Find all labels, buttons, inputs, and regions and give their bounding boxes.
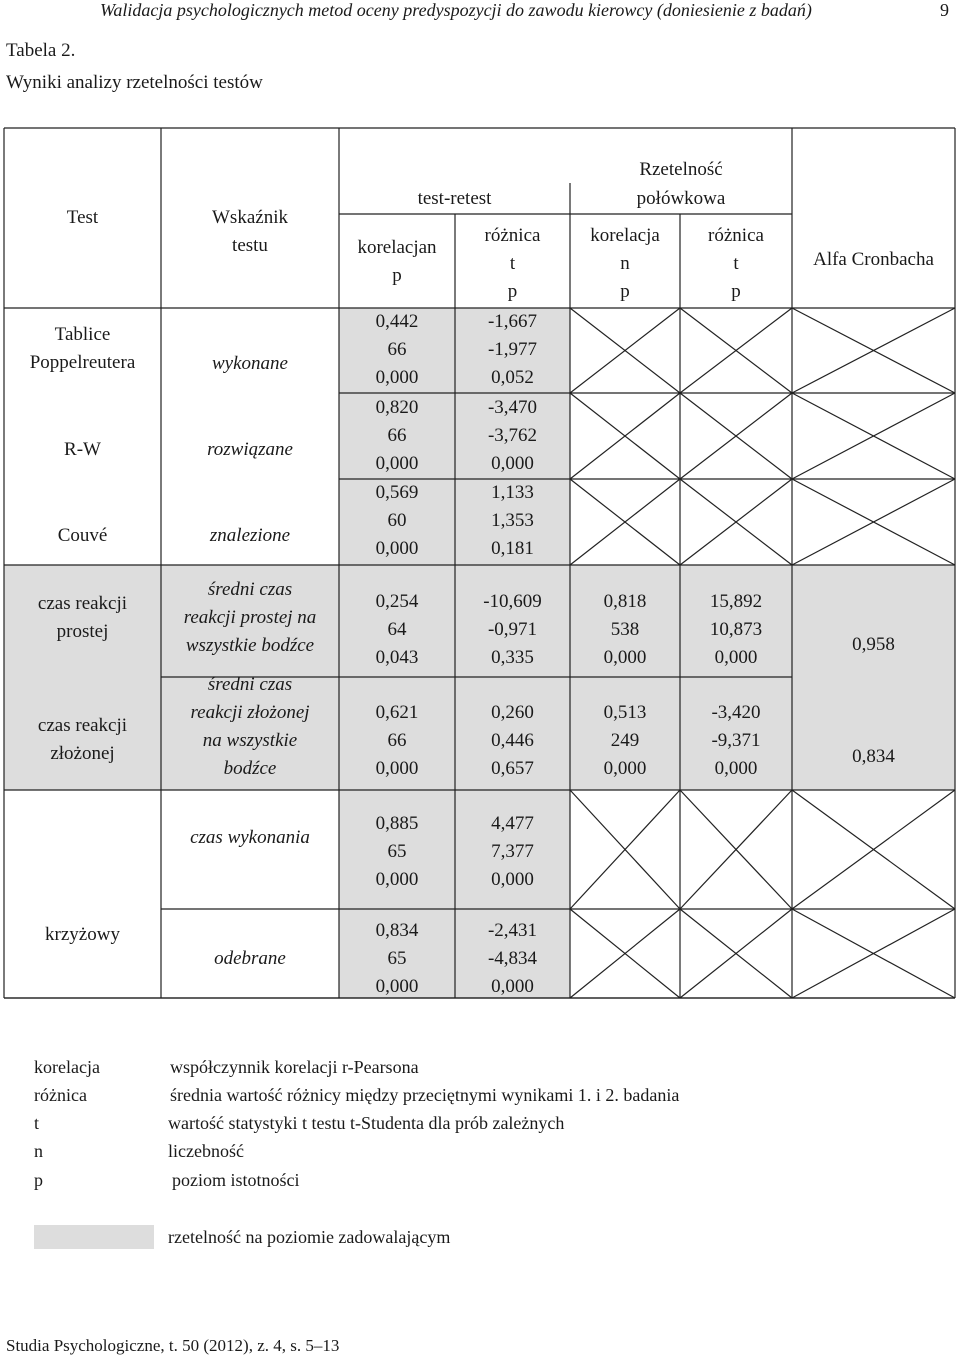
row-tr-difference-line: 0,000: [491, 869, 534, 890]
legend-term: p: [34, 1170, 43, 1190]
legend-term: n: [34, 1141, 43, 1161]
row-tr-difference-line: 0,335: [491, 647, 534, 668]
row-tr-difference: [455, 479, 570, 563]
row-sh-difference: [680, 588, 792, 672]
row-sh-difference-line: 0,000: [714, 647, 758, 668]
row-tr-correlation-line: 0,000: [375, 367, 419, 388]
header-indicator-line: testu: [232, 235, 268, 256]
row-tr-correlation-line: 0,621: [375, 702, 419, 723]
shade-legend-swatch: [34, 1225, 154, 1249]
row-tr-difference-line: 0,000: [491, 976, 534, 997]
row-tr-correlation: [339, 479, 455, 563]
row-tr-correlation-line: 65: [387, 841, 407, 862]
row-tr-correlation-line: 66: [387, 339, 407, 360]
row-indicator: [161, 671, 339, 783]
header-tr-correlation: [339, 234, 455, 290]
row-test-name-line: czas reakcji: [37, 593, 128, 614]
row-indicator-line: wszystkie bodźce: [185, 635, 315, 656]
header-indicator-line: Wskaźnik: [212, 207, 288, 228]
row-sh-difference-line: 15,892: [709, 591, 763, 612]
row-tr-difference-line: 1,353: [491, 510, 534, 531]
header-tr-difference-line: p: [507, 281, 518, 302]
header-split-half-line: połówkowa: [636, 188, 726, 209]
table-label: Tabela 2.: [6, 40, 76, 61]
row-test-name-line: krzyżowy: [45, 924, 120, 945]
row-tr-correlation-line: 65: [387, 948, 407, 969]
legend-term: korelacja: [34, 1057, 100, 1077]
header-alpha: [792, 246, 955, 274]
row-indicator: [161, 945, 339, 973]
header-sh-difference-line: t: [733, 253, 739, 274]
footer: Studia Psychologiczne, t. 50 (2012), z. 4, s. 5–13: [6, 1336, 340, 1355]
row-test-name: [4, 436, 161, 464]
row-sh-difference-line: 10,873: [709, 619, 763, 640]
row-sh-correlation-line: 0,000: [603, 758, 647, 779]
row-indicator: [161, 576, 339, 660]
row-alpha: [792, 743, 955, 771]
header-sh-difference-line: p: [731, 281, 741, 302]
header-alpha-line: Alfa Cronbacha: [813, 249, 934, 270]
header-test-retest-line: test-retest: [417, 188, 492, 209]
row-tr-difference-line: 4,477: [491, 813, 534, 834]
legend-definition: wartość statystyki t testu t-Studenta dla prób zależnych: [168, 1113, 565, 1133]
row-tr-correlation: [339, 588, 455, 672]
row-indicator-line: reakcji prostej na: [183, 607, 317, 628]
row-tr-difference-line: -4,834: [487, 948, 538, 969]
row-test-name: [4, 590, 161, 646]
header-reliability: [570, 156, 792, 184]
row-indicator-line: znalezione: [209, 525, 291, 546]
legend-term: różnica: [34, 1085, 87, 1105]
row-test-name: [4, 522, 161, 550]
row-tr-correlation-line: 0,000: [375, 453, 419, 474]
row-tr-difference-line: 0,446: [491, 730, 534, 751]
row-test-name: [4, 921, 161, 949]
header-sh-difference-line: różnica: [708, 225, 764, 246]
header-test: [4, 204, 161, 232]
row-tr-correlation: [339, 394, 455, 478]
shade-legend-label: rzetelność na poziomie zadowalającym: [168, 1227, 451, 1247]
header-tr-difference-line: różnica: [484, 225, 541, 246]
row-tr-correlation-line: 64: [387, 619, 407, 640]
row-tr-difference: [455, 588, 570, 672]
legend-definition: współczynnik korelacji r-Pearsona: [170, 1057, 419, 1077]
row-sh-correlation-line: 0,000: [603, 647, 647, 668]
header-reliability-line: Rzetelność: [639, 159, 723, 180]
row-indicator-line: średni czas: [207, 674, 293, 695]
row-indicator: [161, 436, 339, 464]
row-tr-correlation-line: 60: [387, 510, 407, 531]
row-indicator: [161, 522, 339, 550]
row-test-name-line: prostej: [56, 621, 109, 642]
row-tr-difference-line: -1,977: [487, 339, 538, 360]
row-tr-correlation: [339, 917, 455, 1001]
row-tr-difference-line: 0,181: [491, 538, 534, 559]
row-tr-difference-line: -10,609: [483, 591, 542, 612]
running-header: Walidacja psychologicznych metod oceny predyspozycji do zawodu kierowcy (doniesienie z badań): [100, 0, 812, 20]
row-tr-correlation-line: 66: [387, 730, 407, 751]
row-test-name-line: R-W: [64, 439, 101, 460]
header-sh-correlation-line: p: [620, 281, 630, 302]
row-tr-correlation-line: 0,000: [375, 538, 419, 559]
row-sh-correlation: [570, 699, 680, 783]
row-alpha: [792, 631, 955, 659]
row-indicator-line: reakcji złożonej: [190, 702, 310, 723]
header-split-half: [570, 185, 792, 213]
row-test-name: [4, 321, 161, 377]
row-sh-correlation-line: 0,818: [603, 591, 647, 612]
header-sh-difference: [680, 222, 792, 306]
row-tr-difference-line: 0,260: [491, 702, 534, 723]
row-test-name-line: Poppelreutera: [29, 352, 136, 373]
row-tr-correlation-line: 0,820: [375, 397, 419, 418]
row-sh-correlation: [570, 588, 680, 672]
row-tr-difference: [455, 394, 570, 478]
row-tr-correlation-line: 0,043: [375, 647, 419, 668]
row-tr-correlation-line: 0,000: [375, 869, 419, 890]
row-tr-correlation: [339, 308, 455, 392]
table-title: Wyniki analizy rzetelności testów: [6, 72, 263, 93]
row-sh-correlation-line: 538: [610, 619, 640, 640]
row-tr-difference: [455, 308, 570, 392]
legend-definition: średnia wartość różnicy między przeciętnymi wynikami 1. i 2. badania: [170, 1085, 680, 1105]
row-indicator-line: odebrane: [214, 948, 286, 969]
row-tr-correlation: [339, 810, 455, 894]
row-tr-correlation-line: 0,442: [375, 311, 419, 332]
row-indicator: [161, 824, 339, 852]
legend-definition: liczebność: [168, 1141, 244, 1161]
row-tr-correlation-line: 0,834: [375, 920, 419, 941]
row-indicator-line: na wszystkie: [202, 730, 298, 751]
row-sh-difference-line: -9,371: [711, 730, 761, 751]
row-indicator-line: bodźce: [223, 758, 277, 779]
row-indicator-line: rozwiązane: [207, 439, 293, 460]
header-tr-difference-line: t: [509, 253, 516, 274]
header-tr-correlation-line: p: [392, 265, 402, 286]
row-tr-difference-line: -0,971: [487, 619, 538, 640]
row-alpha-line: 0,834: [852, 746, 895, 767]
row-indicator: [161, 350, 339, 378]
row-tr-correlation-line: 0,569: [375, 482, 419, 503]
row-tr-difference: [455, 917, 570, 1001]
row-tr-difference-line: -3,762: [487, 425, 538, 446]
row-test-name-line: czas reakcji: [37, 715, 128, 736]
header-tr-difference: [455, 222, 570, 306]
row-tr-difference: [455, 810, 570, 894]
page-number: 9: [940, 0, 949, 20]
header-tr-correlation-line: korelacjan: [357, 237, 437, 258]
header-sh-correlation-line: korelacja: [590, 225, 660, 246]
row-tr-correlation-line: 0,254: [375, 591, 419, 612]
legend-term: t: [34, 1113, 40, 1133]
row-tr-correlation: [339, 699, 455, 783]
row-indicator-line: wykonane: [212, 353, 288, 374]
header-test-retest: [339, 185, 570, 213]
row-test-name-line: Couvé: [57, 525, 108, 546]
row-alpha-line: 0,958: [852, 634, 895, 655]
header-sh-correlation: [570, 222, 680, 306]
row-tr-difference-line: 0,052: [491, 367, 534, 388]
row-indicator-line: czas wykonania: [190, 827, 310, 848]
row-tr-correlation-line: 0,000: [375, 758, 419, 779]
header-test-line: Test: [66, 207, 99, 228]
row-tr-difference-line: -2,431: [487, 920, 538, 941]
row-tr-difference-line: 0,657: [491, 758, 534, 779]
header-indicator: [161, 204, 339, 260]
row-sh-difference: [680, 699, 792, 783]
row-tr-difference-line: 7,377: [491, 841, 534, 862]
row-tr-correlation-line: 66: [387, 425, 407, 446]
row-tr-difference-line: -3,470: [487, 397, 538, 418]
row-indicator-line: średni czas: [207, 579, 293, 600]
row-sh-correlation-line: 249: [610, 730, 640, 751]
row-sh-correlation-line: 0,513: [603, 702, 647, 723]
row-test-name-line: złożonej: [50, 743, 115, 764]
row-tr-correlation-line: 0,885: [375, 813, 419, 834]
row-test-name-line: Tablice: [54, 324, 111, 345]
row-tr-difference-line: -1,667: [487, 311, 538, 332]
header-sh-correlation-line: n: [620, 253, 630, 274]
row-tr-difference-line: 0,000: [491, 453, 534, 474]
legend-definition: poziom istotności: [172, 1170, 300, 1190]
row-sh-difference-line: -3,420: [711, 702, 761, 723]
row-tr-difference-line: 1,133: [491, 482, 534, 503]
row-test-name: [4, 712, 161, 768]
row-tr-correlation-line: 0,000: [375, 976, 419, 997]
row-sh-difference-line: 0,000: [714, 758, 758, 779]
row-tr-difference: [455, 699, 570, 783]
